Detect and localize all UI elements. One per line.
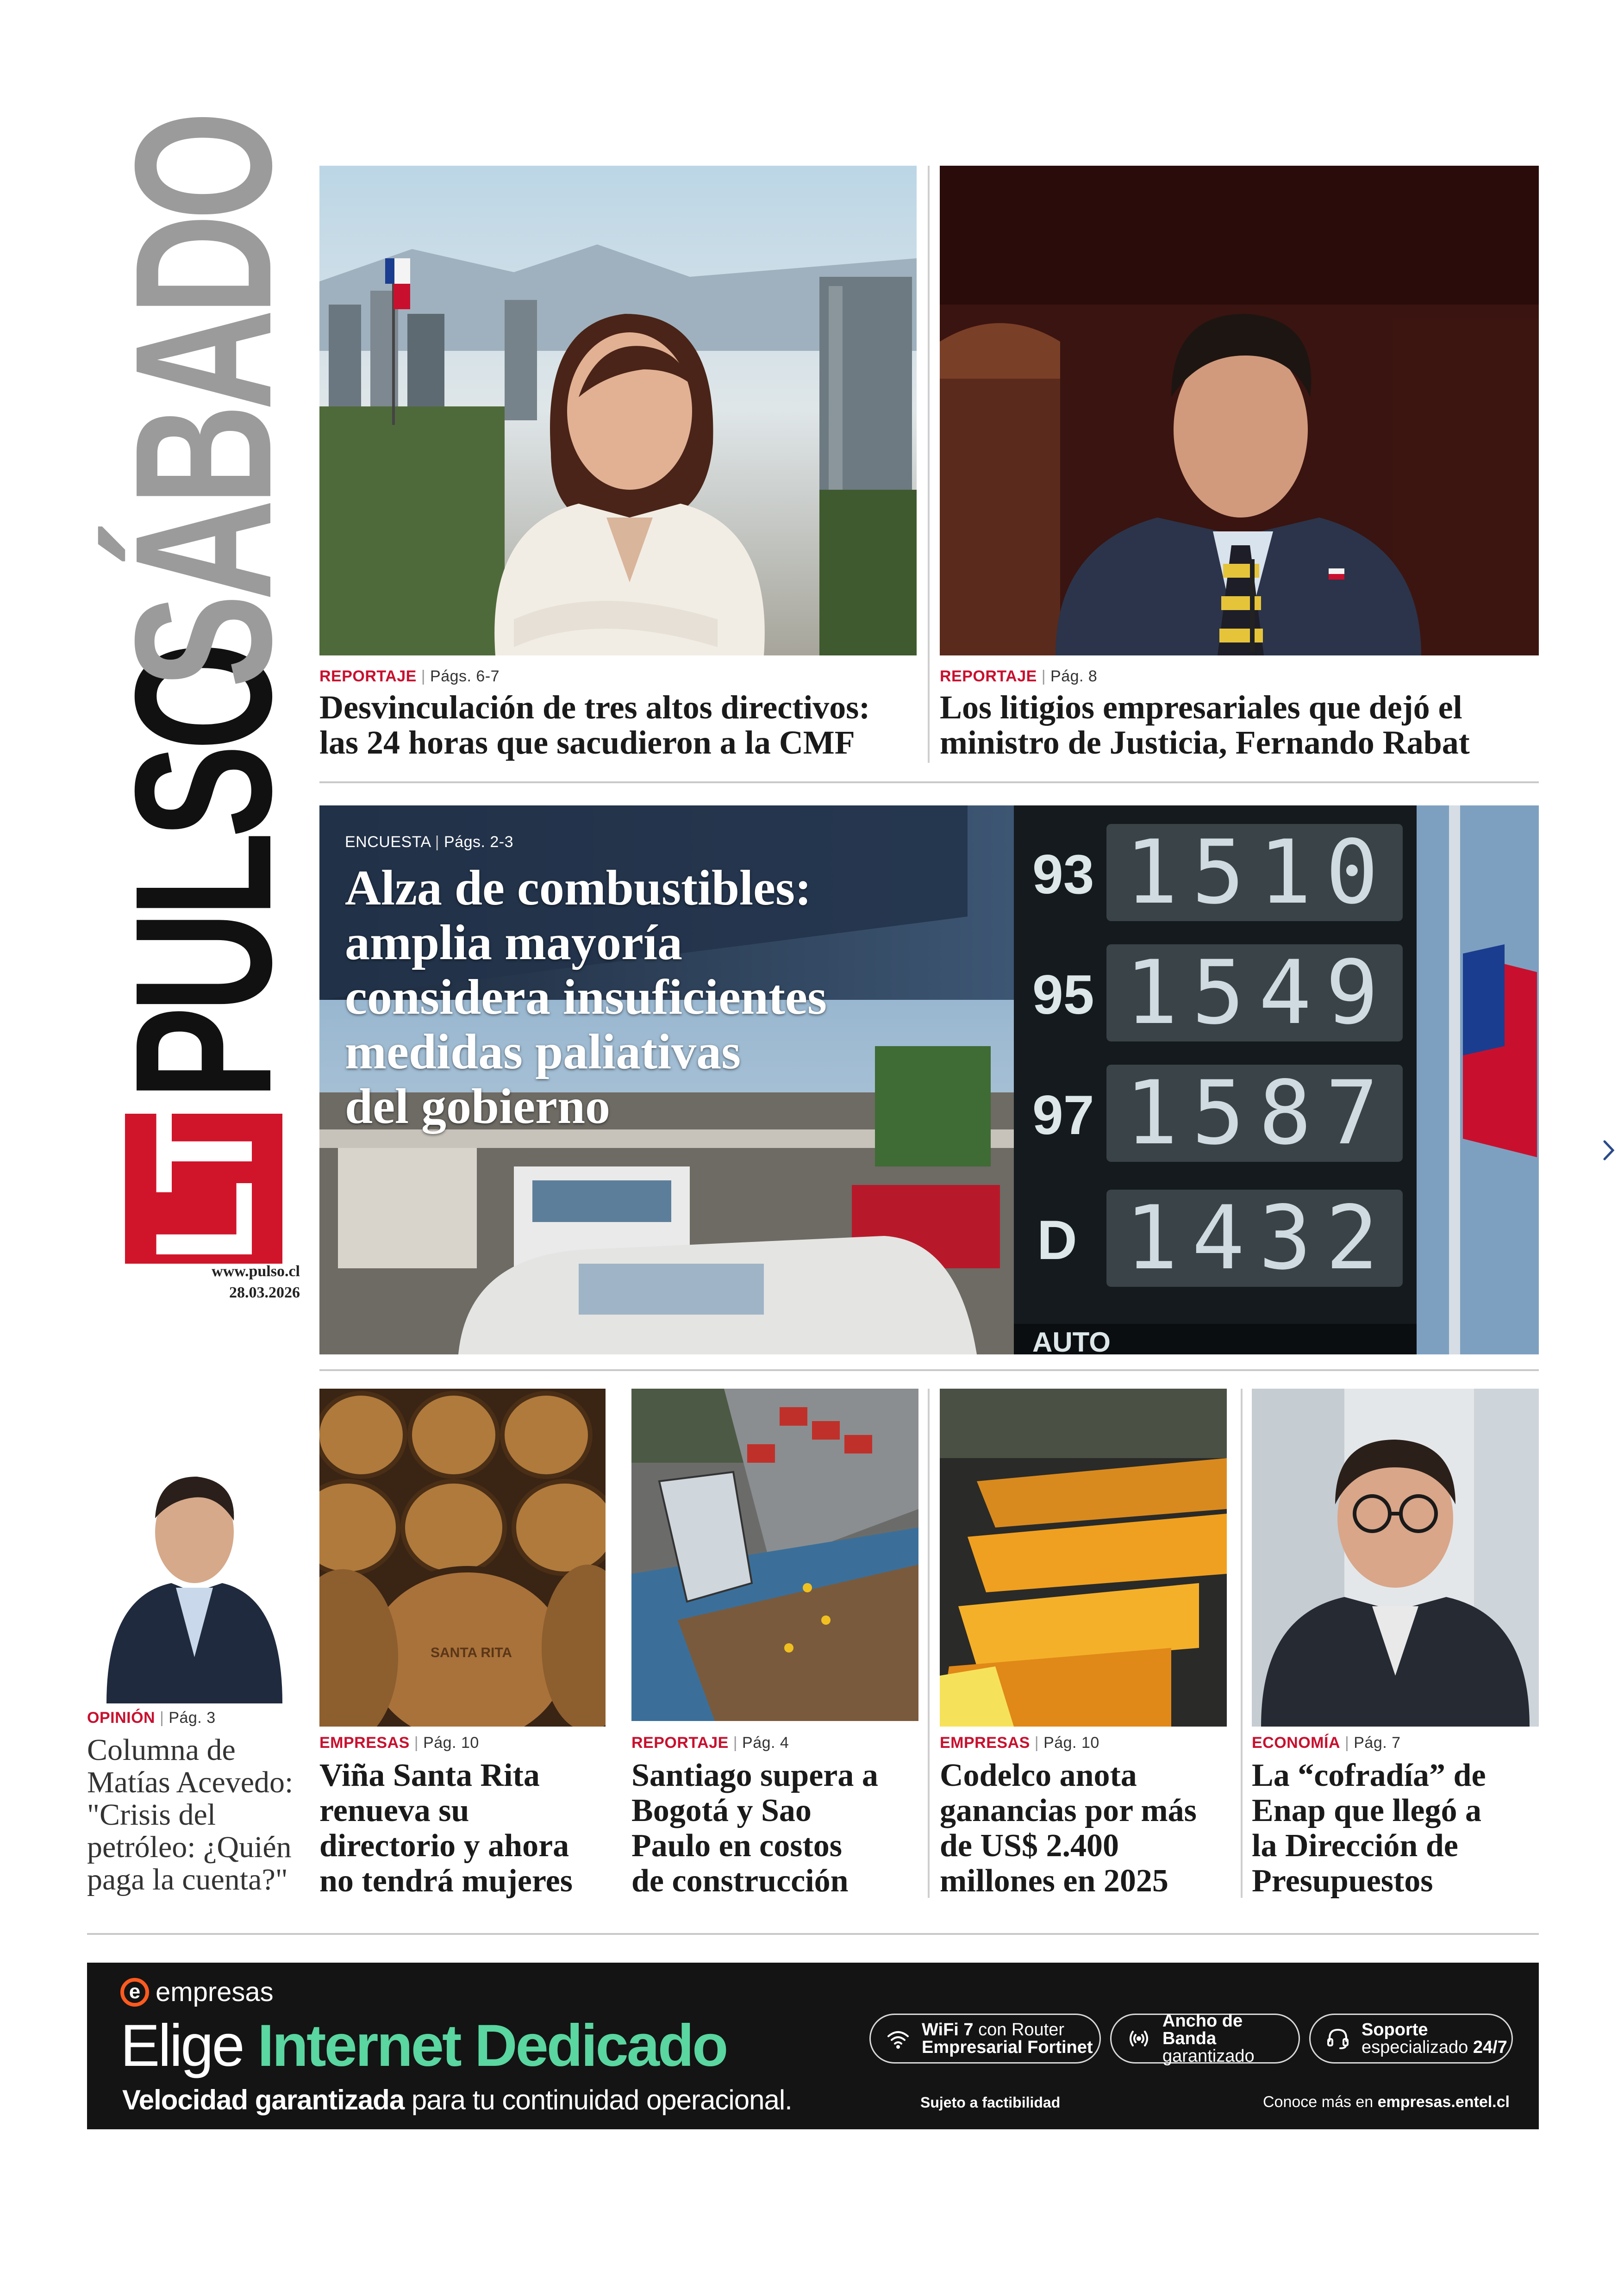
fuel-grade: 97 [1032, 1084, 1094, 1146]
column-divider [1241, 1389, 1243, 1898]
headline-line: las 24 horas que sacudieron a la CMF [319, 724, 855, 761]
opinion-kicker: OPINIÓN | Pág. 3 [87, 1709, 216, 1727]
section-divider [87, 1933, 1539, 1935]
headline-line: la Dirección de [1252, 1828, 1458, 1864]
photo-enap-official[interactable] [1252, 1389, 1539, 1727]
photo-wine-barrels[interactable] [319, 1389, 606, 1727]
ad-banner[interactable] [87, 1963, 1539, 2129]
page-ref: Pág. 3 [169, 1709, 216, 1727]
page-ref: Págs. 6-7 [430, 667, 500, 685]
headline-line: ganancias por más [940, 1793, 1197, 1828]
board-footer: AUTO [1032, 1327, 1111, 1354]
bottom3-headline[interactable] [940, 1758, 1197, 1899]
section-divider [319, 781, 1539, 783]
masthead [83, 117, 324, 1264]
issue-date: 28.03.2026 [229, 1284, 300, 1301]
photo-justice-minister[interactable] [940, 166, 1539, 655]
story2-kicker: REPORTAJE | Pág. 8 [940, 667, 1098, 685]
feature-pill-support [1309, 2014, 1513, 2064]
photo-columnist[interactable] [102, 1444, 287, 1703]
headline-line: Desvinculación de tres altos directivos: [319, 689, 870, 726]
headline-line: de construcción [631, 1863, 849, 1899]
pill-text: con Router [978, 2020, 1065, 2039]
ad-brand [120, 1977, 274, 2008]
lt-logo: LT [126, 1113, 281, 1264]
headline-line: La “cofradía” de [1252, 1758, 1486, 1793]
ad-cta[interactable] [1263, 2093, 1510, 2111]
section-label: REPORTAJE [319, 667, 417, 685]
ad-subtitle [122, 2084, 792, 2116]
section-divider [319, 1369, 1539, 1371]
pill-text: Empresarial Fortinet [922, 2038, 1093, 2057]
ad-cta-link[interactable]: empresas.entel.cl [1377, 2093, 1510, 2111]
fuel-grade: D [1037, 1209, 1077, 1271]
fuel-price: 1432 [1125, 1187, 1393, 1289]
section-label: ENCUESTA [345, 833, 431, 851]
feature-pill-wifi [869, 2014, 1101, 2064]
ad-sub-bold: Velocidad garantizada [122, 2084, 405, 2115]
fuel-grade: 95 [1032, 964, 1094, 1026]
headline-line: Viña Santa Rita [319, 1758, 540, 1793]
section-label: EMPRESAS [319, 1734, 410, 1752]
headline-line: Santiago supera a [631, 1758, 878, 1793]
headline-line: Paulo en costos [631, 1828, 842, 1864]
bottom4-kicker: ECONOMÍA | Pág. 7 [1252, 1734, 1401, 1752]
bottom1-headline[interactable] [319, 1758, 573, 1899]
feature-pill-bandwidth [1110, 2011, 1300, 2066]
entel-logo-icon: e [120, 1978, 149, 2007]
bottom1-kicker: EMPRESAS | Pág. 10 [319, 1734, 479, 1752]
ad-disclaimer: Sujeto a factibilidad [920, 2094, 1061, 2111]
bottom3-kicker: EMPRESAS | Pág. 10 [940, 1734, 1099, 1752]
headline-line: directorio y ahora [319, 1828, 569, 1864]
headline-line: Bogotá y Sao [631, 1793, 812, 1828]
photo-cmf-executive[interactable] [319, 166, 917, 655]
fuel-price: 1510 [1125, 821, 1393, 923]
teaser-line: paga la cuenta?" [87, 1863, 288, 1896]
story1-kicker: REPORTAJE | Págs. 6-7 [319, 667, 500, 685]
headline-line: del gobierno [345, 1079, 611, 1134]
section-label: ECONOMÍA [1252, 1734, 1340, 1752]
photo-copper-smelter[interactable] [940, 1389, 1227, 1727]
pill-text: 24/7 [1473, 2038, 1507, 2057]
headline-line: Alza de combustibles: [345, 861, 812, 916]
page-ref: Pág. 7 [1354, 1734, 1401, 1752]
pill-text: garantizado [1162, 2046, 1255, 2066]
headset-icon [1325, 2026, 1350, 2051]
ad-brand-text: empresas [156, 1977, 274, 2007]
headline-line: renueva su [319, 1793, 469, 1828]
fuel-price: 1587 [1125, 1062, 1393, 1164]
teaser-line: Columna de [87, 1733, 236, 1767]
lead-headline[interactable] [345, 861, 827, 1134]
page-ref: Pág. 10 [423, 1734, 479, 1752]
photo-construction-site[interactable] [631, 1389, 918, 1721]
headline-line: Codelco anota [940, 1758, 1137, 1793]
bottom4-headline[interactable] [1252, 1758, 1486, 1899]
next-page-chevron-icon[interactable] [1602, 1139, 1616, 1162]
pill-text: WiFi 7 [922, 2020, 974, 2039]
wifi-icon [886, 2026, 911, 2051]
section-label: REPORTAJE [631, 1734, 729, 1752]
page-ref: Pág. 8 [1050, 667, 1098, 685]
website-url[interactable]: www.pulso.cl [212, 1263, 300, 1280]
section-label: EMPRESAS [940, 1734, 1030, 1752]
lead-kicker: ENCUESTA | Págs. 2-3 [345, 833, 514, 851]
headline-line: de US$ 2.400 [940, 1828, 1119, 1864]
headline-line: Los litigios empresariales que dejó el [940, 689, 1462, 726]
story1-headline[interactable] [319, 690, 870, 760]
fuel-price: 1549 [1125, 942, 1393, 1044]
headline-line: no tendrá mujeres [319, 1863, 573, 1899]
fuel-grade: 93 [1032, 843, 1094, 905]
page-ref: Pág. 4 [742, 1734, 789, 1752]
headline-line: Enap que llegó a [1252, 1793, 1481, 1828]
teaser-line: petróleo: ¿Quién [87, 1830, 292, 1864]
headline-line: considera insuficientes [345, 970, 827, 1025]
brand-pulso: PULSO [95, 647, 312, 1100]
edition-sabado: SÁBADO [95, 117, 312, 688]
pill-text: especializado [1362, 2038, 1468, 2057]
section-label: REPORTAJE [940, 667, 1037, 685]
bottom2-headline[interactable] [631, 1758, 878, 1899]
teaser-line: "Crisis del [87, 1798, 216, 1832]
pill-text: Ancho de Banda [1162, 2011, 1243, 2048]
ad-title [120, 2014, 726, 2078]
story2-headline[interactable] [940, 690, 1470, 760]
headline-line: millones en 2025 [940, 1863, 1168, 1899]
ad-cta-text: Conoce más en [1263, 2093, 1374, 2111]
barrel-stamp: SANTA RITA [431, 1645, 512, 1660]
page-ref: Págs. 2-3 [443, 833, 514, 851]
headline-line: medidas paliativas [345, 1024, 741, 1079]
pill-text: Soporte [1362, 2020, 1428, 2039]
ad-title-light: Elige [120, 2013, 243, 2079]
bottom2-kicker: REPORTAJE | Pág. 4 [631, 1734, 789, 1752]
ad-title-bold: Internet Dedicado [257, 2013, 727, 2079]
ad-sub-rest: para tu continuidad operacional. [411, 2084, 792, 2115]
headline-line: Presupuestos [1252, 1863, 1433, 1899]
headline-line: ministro de Justicia, Fernando Rabat [940, 724, 1470, 761]
page-ref: Pág. 10 [1043, 1734, 1099, 1752]
headline-line: amplia mayoría [345, 915, 682, 970]
opinion-teaser[interactable] [87, 1734, 293, 1896]
signal-icon [1126, 2026, 1151, 2051]
section-label: OPINIÓN [87, 1709, 156, 1727]
teaser-line: Matías Acevedo: [87, 1765, 294, 1799]
column-divider [928, 166, 930, 763]
column-divider [928, 1389, 930, 1898]
